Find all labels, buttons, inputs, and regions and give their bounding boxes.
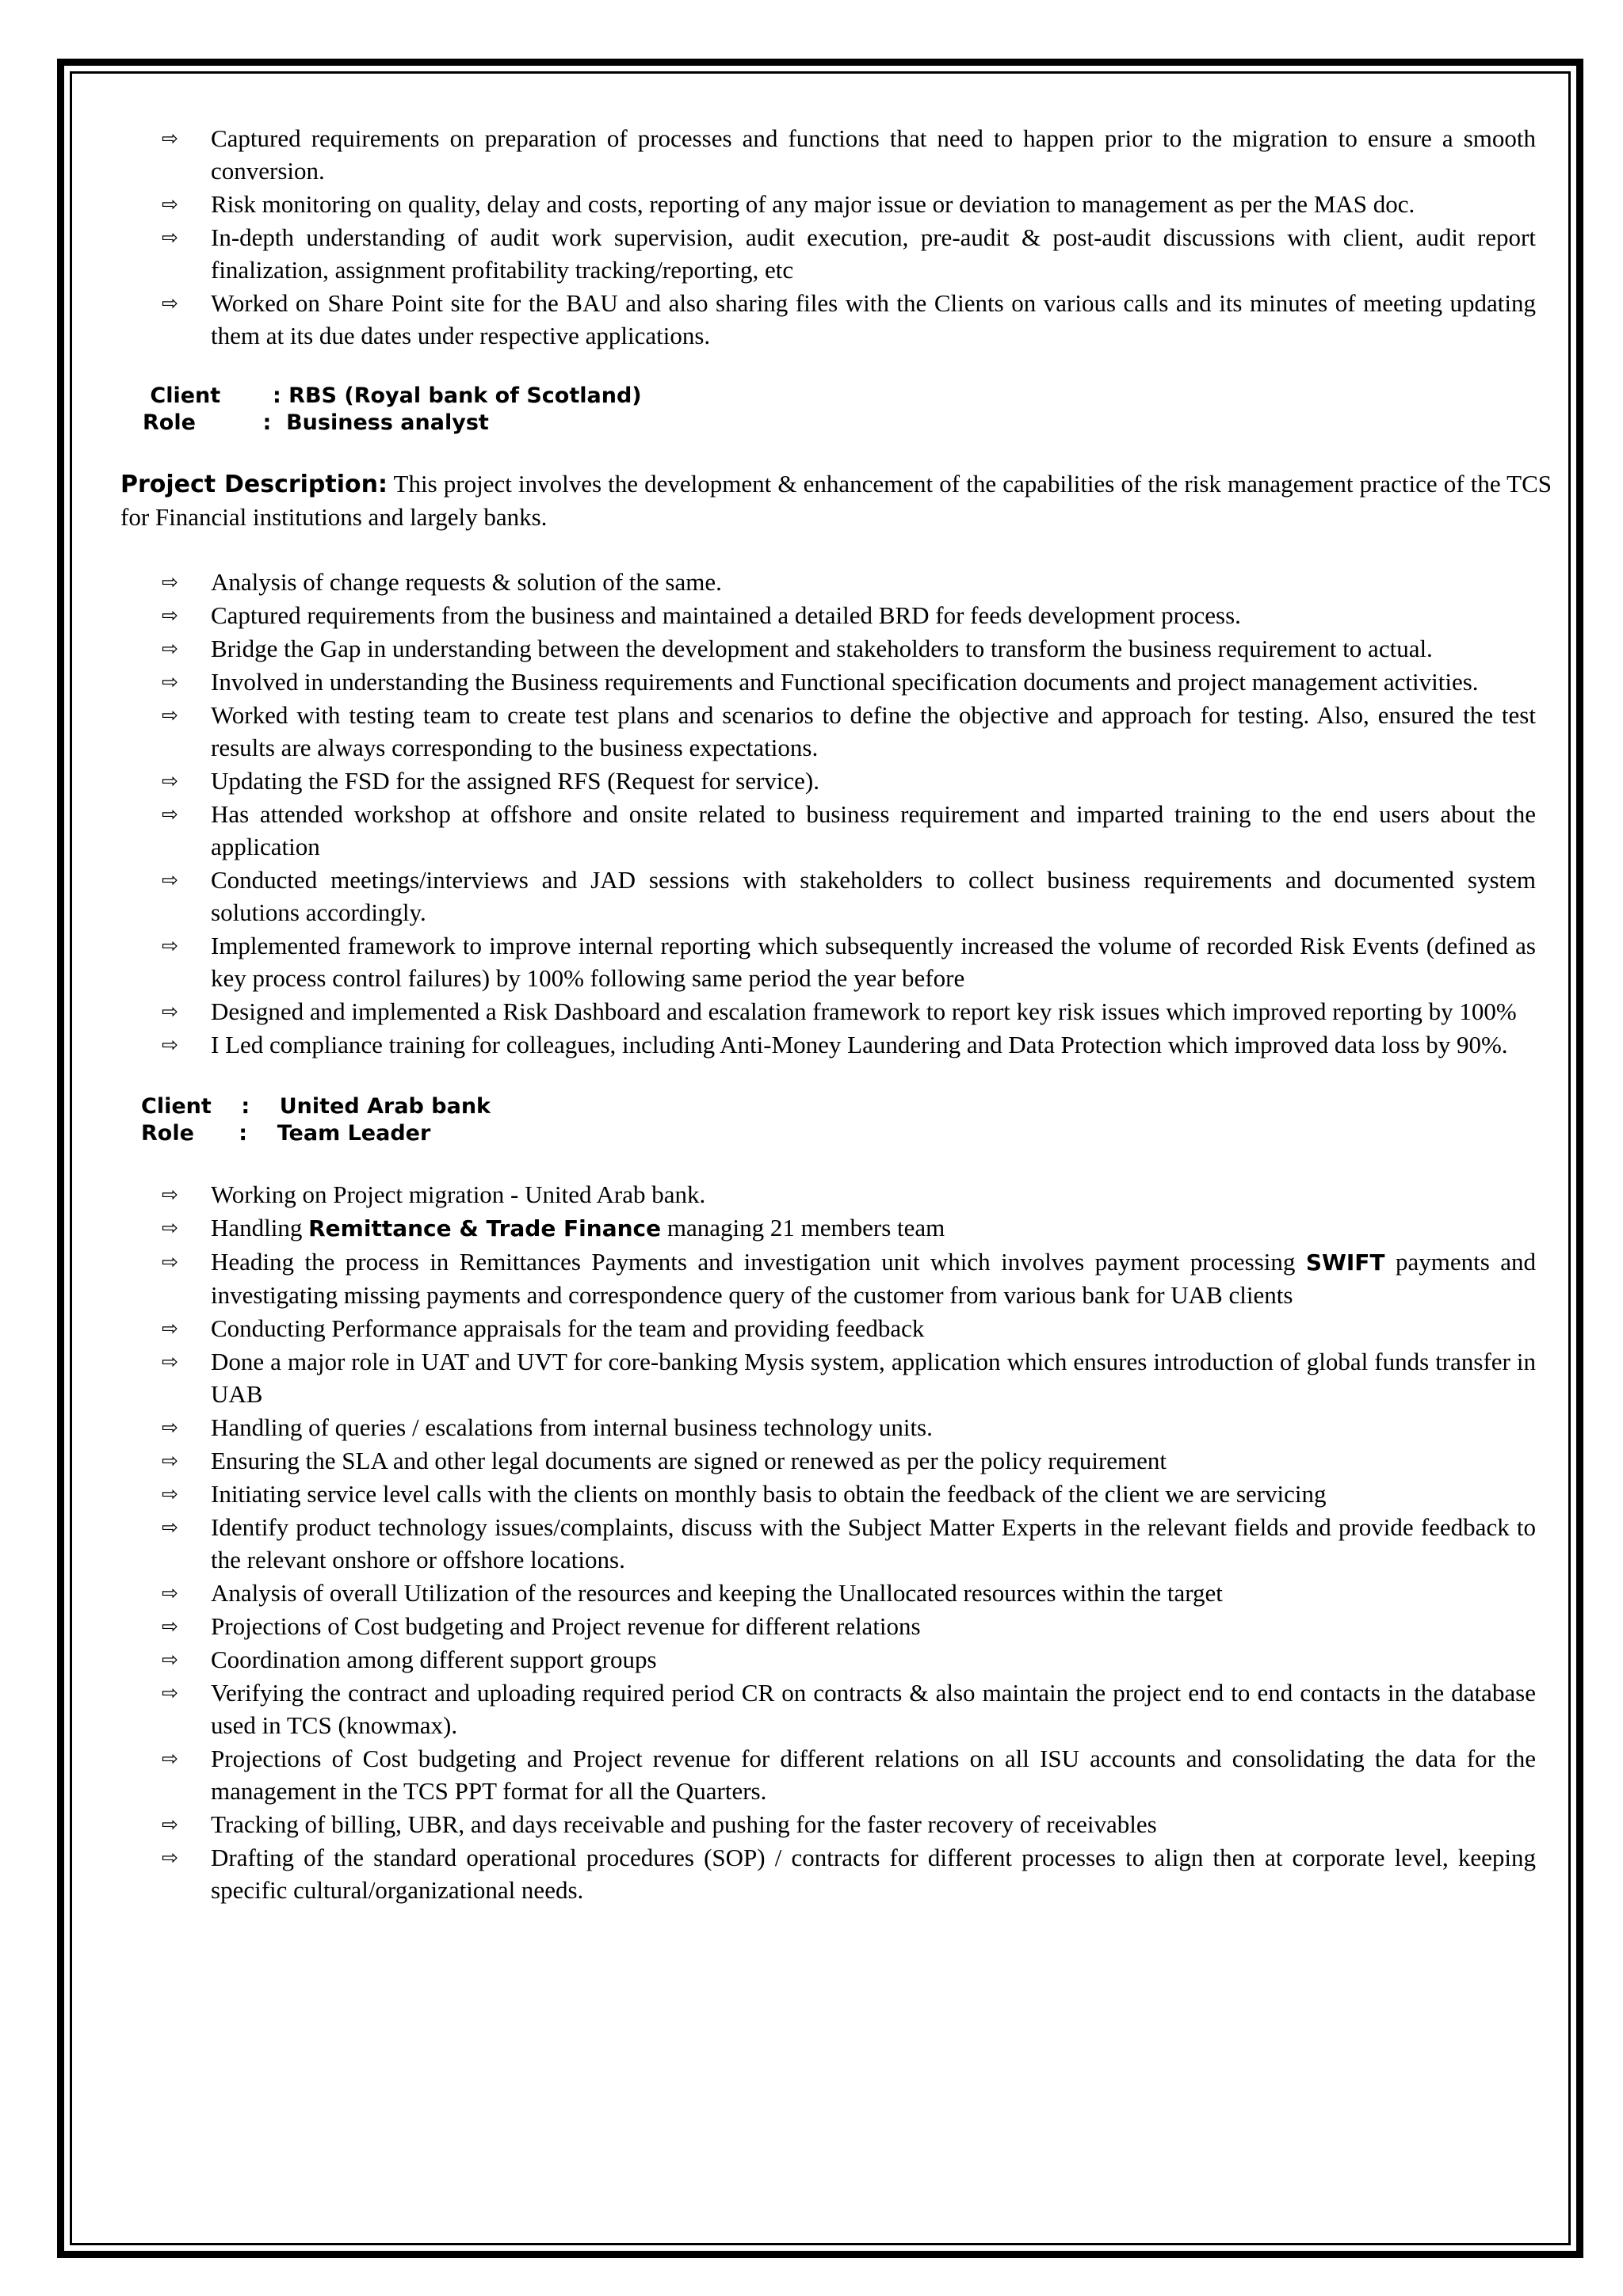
list-item: ⇨ Updating the FSD for the assigned RFS (Request for service). (162, 767, 819, 795)
arrow-icon: ⇨ (162, 803, 178, 826)
arrow-icon: ⇨ (162, 226, 178, 249)
list-item: ⇨ Analysis of change requests & solution of the same. (162, 568, 722, 596)
list-item: ⇨ Bridge the Gap in understanding between the development and stakeholders to transform the business requirement to actual. (162, 635, 1433, 662)
uab-bullet-list (120, 1178, 1536, 1906)
arrow-icon: ⇨ (162, 1000, 178, 1023)
remittance-highlight: Remittance & Trade Finance (308, 1215, 662, 1241)
arrow-icon: ⇨ (162, 1581, 178, 1604)
arrow-icon: ⇨ (162, 1516, 178, 1539)
list-item: ⇨ Captured requirements from the business and maintained a detailed BRD for feeds development process. (162, 601, 1241, 629)
resume-content (120, 122, 1553, 1907)
arrow-icon: ⇨ (162, 1416, 178, 1439)
list-item: ⇨ Implemented framework to improve internal reporting which subsequently increased the volume of recorded Risk Events (defined as key process control failures) by 100% following same period the year before (162, 932, 1536, 992)
arrow-icon: ⇨ (162, 1033, 178, 1056)
project-description (120, 467, 1552, 533)
list-item: ⇨ In-depth understanding of audit work supervision, audit execution, pre-audit & post-audit discussions with client, audit report finalization, assignment profitability tracking/reporting, etc (162, 223, 1536, 284)
project-description-label: Project Description: (120, 471, 388, 498)
list-item: ⇨ Identify product technology issues/complaints, discuss with the Subject Matter Experts in the relevant fields and provide feedback to the relevant onshore or offshore locations. (162, 1513, 1536, 1573)
section1-bullet-list (120, 122, 1536, 352)
list-item: ⇨ Projections of Cost budgeting and Project revenue for different relations on all ISU accounts and consolidating the data for the management in the TCS PPT format for all the Quarters. (162, 1745, 1536, 1805)
arrow-icon: ⇨ (162, 1449, 178, 1472)
list-item: ⇨ Conducted meetings/interviews and JAD sessions with stakeholders to collect business requirements and documented system solutions accordingly. (162, 866, 1536, 926)
arrow-icon: ⇨ (162, 1615, 178, 1638)
arrow-icon: ⇨ (162, 1681, 178, 1704)
arrow-icon: ⇨ (162, 1648, 178, 1671)
list-item: ⇨ Has attended workshop at offshore and onsite related to business requirement and imparted training to the end users about the application (162, 800, 1536, 860)
list-item: ⇨ Worked with testing team to create test plans and scenarios to define the objective and approach for testing. Also, ensured the test results are always corresponding to the business expectations. (162, 701, 1536, 761)
arrow-icon: ⇨ (162, 1747, 178, 1770)
arrow-icon: ⇨ (162, 1350, 178, 1373)
arrow-icon: ⇨ (162, 1183, 178, 1206)
arrow-icon: ⇨ (162, 127, 178, 150)
arrow-icon: ⇨ (162, 670, 178, 693)
arrow-icon: ⇨ (162, 1250, 178, 1273)
arrow-icon: ⇨ (162, 1813, 178, 1836)
arrow-icon: ⇨ (162, 637, 178, 660)
list-item: ⇨ Analysis of overall Utilization of the resources and keeping the Unallocated resources within the target (162, 1579, 1223, 1607)
arrow-icon: ⇨ (162, 868, 178, 891)
project-description-text: This project involves the development & enhancement of the capabilities of the risk management practice of the TCS for Financial institutions and largely banks. (120, 470, 1552, 531)
rbs-client-line: Client : RBS (Royal bank of Scotland) (143, 383, 642, 408)
rbs-bullet-list (120, 566, 1536, 1061)
list-item: ⇨ Handling Remittance & Trade Finance managing 21 members team (162, 1214, 945, 1241)
list-item: ⇨ Involved in understanding the Business requirements and Functional specification documents and project management activities. (162, 668, 1479, 696)
list-item: ⇨ Conducting Performance appraisals for the team and providing feedback (162, 1314, 925, 1342)
arrow-icon: ⇨ (162, 769, 178, 792)
list-item: ⇨ Ensuring the SLA and other legal documents are signed or renewed as per the policy requirement (162, 1447, 1167, 1474)
list-item: ⇨ Designed and implemented a Risk Dashboard and escalation framework to report key risk issues which improved reporting by 100% (162, 997, 1517, 1025)
list-item: ⇨ Verifying the contract and uploading required period CR on contracts & also maintain the project end to end contacts in the database used in TCS (knowmax). (162, 1679, 1536, 1739)
arrow-icon: ⇨ (162, 604, 178, 627)
uab-role-line: Role : Team Leader (141, 1121, 431, 1146)
arrow-icon: ⇨ (162, 1482, 178, 1505)
arrow-icon: ⇨ (162, 934, 178, 957)
swift-highlight: SWIFT (1305, 1249, 1385, 1276)
rbs-role-line: Role : Business analyst (143, 410, 489, 435)
arrow-icon: ⇨ (162, 1317, 178, 1340)
list-item: ⇨ Projections of Cost budgeting and Project revenue for different relations (162, 1612, 921, 1640)
arrow-icon: ⇨ (162, 193, 178, 215)
arrow-icon: ⇨ (162, 292, 178, 315)
list-item: ⇨ Done a major role in UAT and UVT for core-banking Mysis system, application which ensures introduction of global funds transfer in UAB (162, 1348, 1536, 1408)
list-item: ⇨ Handling of queries / escalations from internal business technology units. (162, 1413, 933, 1441)
list-item: ⇨ Risk monitoring on quality, delay and costs, reporting of any major issue or deviation to management as per the MAS doc. (162, 190, 1415, 218)
list-item: ⇨ I Led compliance training for colleagues, including Anti-Money Laundering and Data Protection which improved data loss by 90%. (162, 1031, 1508, 1058)
list-item: ⇨ Heading the process in Remittances Payments and investigation unit which involves payment processing SWIFT payments and investigating missing payments and correspondence query of the customer from various bank for UAB clients (162, 1248, 1536, 1309)
arrow-icon: ⇨ (162, 704, 178, 727)
list-item: ⇨ Tracking of billing, UBR, and days receivable and pushing for the faster recovery of receivables (162, 1810, 1157, 1838)
list-item: ⇨ Captured requirements on preparation of processes and functions that need to happen prior to the migration to ensure a smooth conversion. (162, 124, 1536, 185)
list-item: ⇨ Working on Project migration - United Arab bank. (162, 1180, 706, 1208)
list-item: ⇨ Drafting of the standard operational procedures (SOP) / contracts for different processes to align then at corporate level, keeping specific cultural/organizational needs. (162, 1844, 1536, 1904)
uab-client-line: Client : United Arab bank (141, 1094, 491, 1119)
list-item: ⇨ Initiating service level calls with the clients on monthly basis to obtain the feedback of the client we are servicing (162, 1480, 1327, 1508)
list-item: ⇨ Worked on Share Point site for the BAU and also sharing files with the Clients on various calls and its minutes of meeting updating them at its due dates under respective applications. (162, 289, 1536, 349)
list-item: ⇨ Coordination among different support groups (162, 1646, 657, 1673)
arrow-icon: ⇨ (162, 570, 178, 593)
arrow-icon: ⇨ (162, 1846, 178, 1869)
arrow-icon: ⇨ (162, 1216, 178, 1239)
